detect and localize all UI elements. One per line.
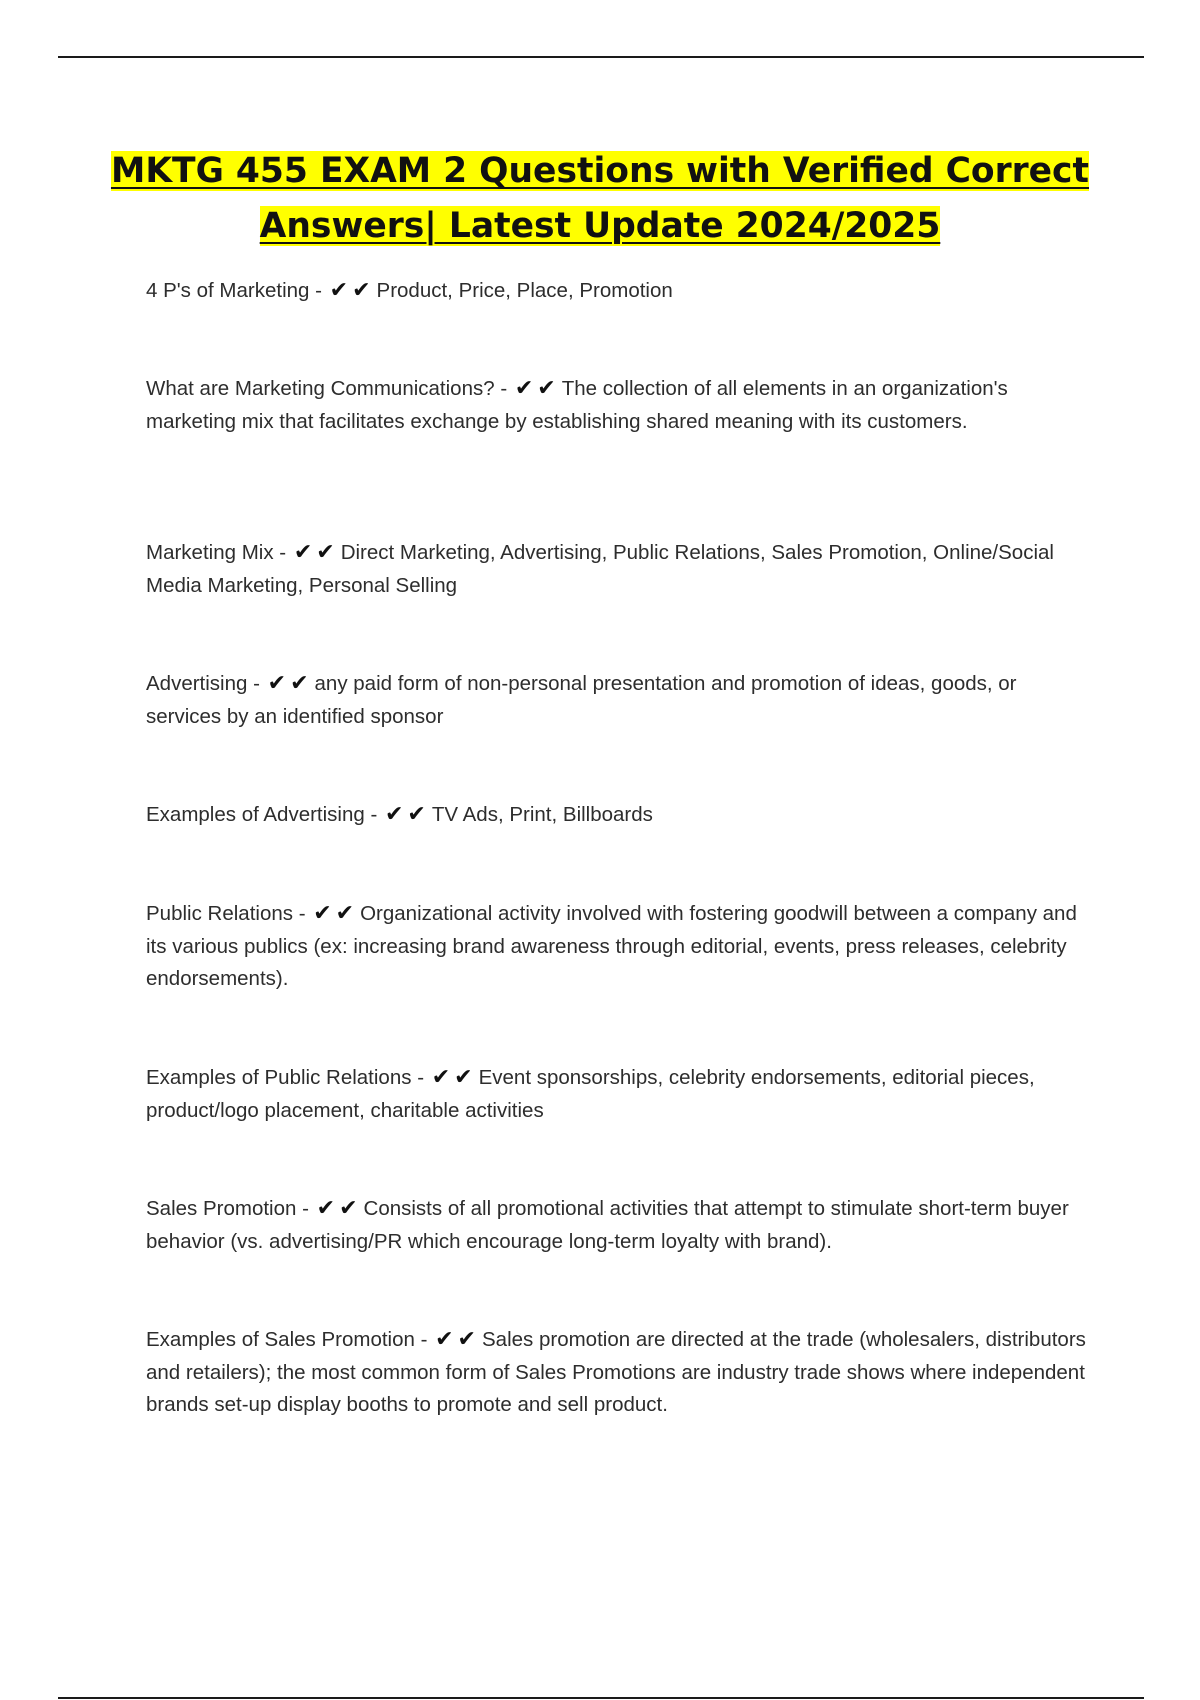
qa-answer: The collection of all elements in an organization's marketing mix that facilitates exchange by establishing shared meaning with its customers.	[146, 377, 1008, 433]
qa-answer: Event sponsorships, celebrity endorsements, editorial pieces, product/logo placement, charitable activities	[146, 1066, 1035, 1122]
page-title-text: MKTG 455 EXAM 2 Questions with Verified Correct Answers| Latest Update 2024/2025	[110, 151, 1089, 246]
check-icon: ✔✔	[435, 1326, 480, 1351]
qa-separator: -	[414, 1328, 434, 1351]
qa-term: Examples of Advertising	[146, 803, 365, 826]
check-icon: ✔✔	[316, 1195, 362, 1220]
qa-separator: -	[293, 902, 312, 925]
qa-entry	[146, 897, 1096, 996]
qa-separator: -	[296, 1197, 315, 1220]
qa-term: Sales Promotion	[146, 1197, 297, 1220]
top-rule	[58, 56, 1144, 58]
qa-term: Examples of Public Relations	[146, 1066, 412, 1089]
qa-entry	[146, 1192, 1096, 1258]
qa-term: What are Marketing Communications?	[146, 377, 495, 400]
qa-term: 4 P's of Marketing	[146, 279, 310, 302]
check-icon: ✔✔	[293, 539, 339, 564]
qa-answer: Product, Price, Place, Promotion	[376, 279, 673, 302]
check-icon: ✔✔	[329, 277, 375, 302]
qa-answer: Sales promotion are directed at the trade (wholesalers, distributors and retailers); the most common form of Sales Promotions are industry trade shows where independent brands set-up display booths to promote and sell product.	[146, 1328, 1086, 1416]
qa-separator: -	[309, 279, 328, 302]
qa-entry	[146, 274, 1096, 308]
qa-entry	[146, 798, 1096, 832]
qa-separator: -	[364, 803, 383, 826]
check-icon: ✔✔	[267, 670, 313, 695]
check-icon: ✔✔	[514, 375, 560, 400]
qa-answer: TV Ads, Print, Billboards	[431, 803, 653, 826]
qa-answer: Direct Marketing, Advertising, Public Relations, Sales Promotion, Online/Social Media Marketing, Personal Selling	[146, 541, 1054, 597]
check-icon: ✔✔	[385, 801, 430, 826]
qa-entry	[146, 372, 1096, 438]
qa-separator: -	[273, 541, 292, 564]
qa-entry	[146, 667, 1096, 733]
check-icon: ✔✔	[313, 900, 359, 925]
qa-term: Public Relations	[146, 902, 293, 925]
check-icon: ✔✔	[431, 1064, 477, 1089]
qa-answer: any paid form of non-personal presentation and promotion of ideas, goods, or services by an identified sponsor	[146, 672, 1017, 728]
page-title	[100, 144, 1100, 254]
qa-entry	[146, 1323, 1096, 1422]
qa-term: Advertising	[146, 672, 248, 695]
qa-entry	[146, 1061, 1096, 1127]
qa-term: Marketing Mix	[146, 541, 274, 564]
qa-separator: -	[494, 377, 513, 400]
qa-answer: Consists of all promotional activities that attempt to stimulate short-term buyer behavior (vs. advertising/PR which encourage long-term loyalty with brand).	[146, 1197, 1069, 1253]
qa-answer: Organizational activity involved with fostering goodwill between a company and its various publics (ex: increasing brand awareness through editorial, events, press releases, celebrity endorsements).	[146, 902, 1077, 990]
qa-separator: -	[247, 672, 266, 695]
bottom-rule	[58, 1697, 1144, 1699]
qa-separator: -	[411, 1066, 430, 1089]
qa-entry	[146, 536, 1096, 602]
qa-term: Examples of Sales Promotion	[146, 1328, 415, 1351]
